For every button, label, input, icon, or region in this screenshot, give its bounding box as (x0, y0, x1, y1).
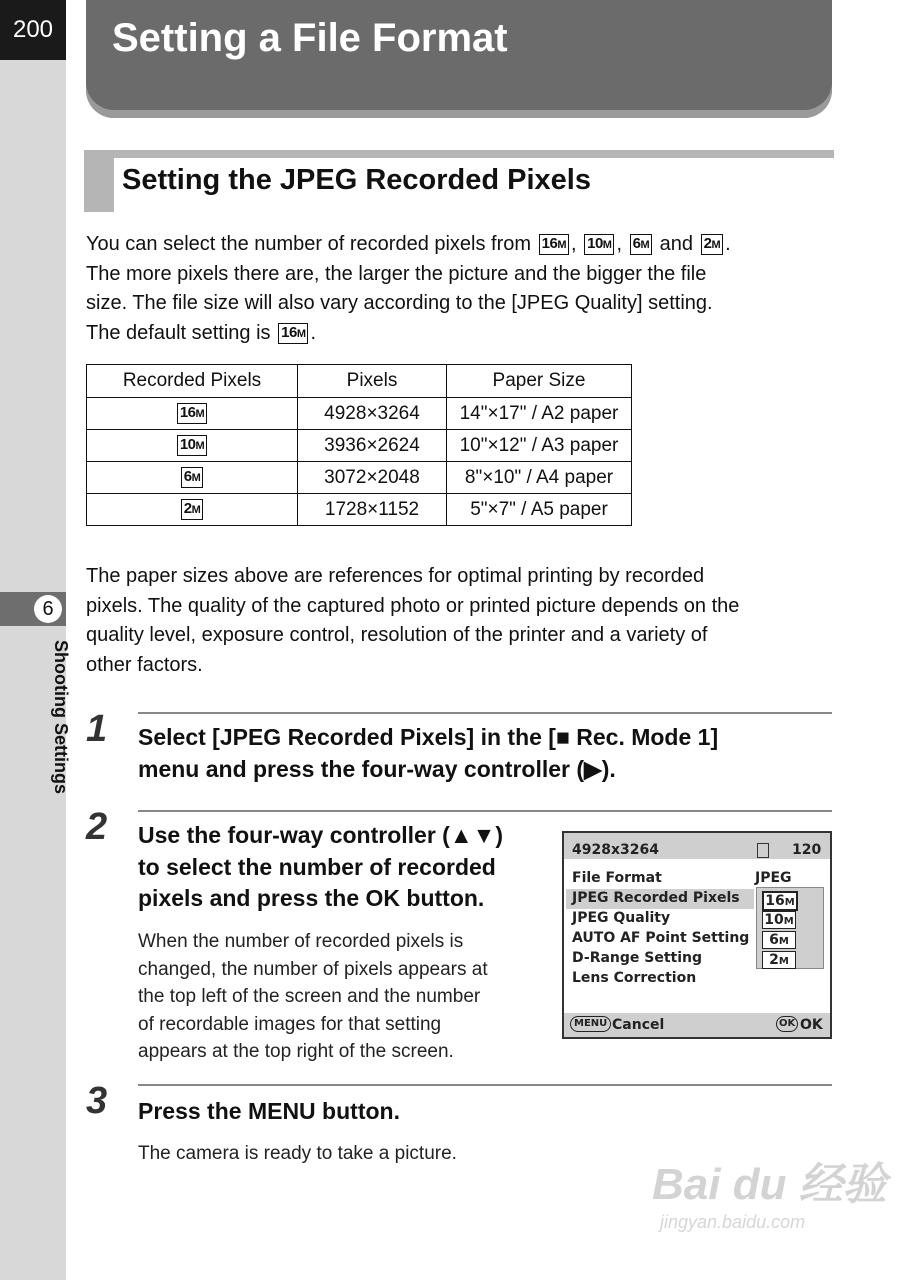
table-cell: 14"×17" / A2 paper (447, 398, 632, 430)
table-cell: 3072×2048 (298, 462, 447, 494)
pixels-6m-icon: 6M (181, 467, 204, 488)
page-number: 200 (0, 0, 66, 60)
table-cell-icon (87, 430, 298, 462)
camera-menu-item[interactable]: AUTO AF Point Setting (572, 930, 750, 946)
pixels-10m-icon: 10M (584, 234, 614, 255)
camera-cancel-label[interactable]: Cancel (612, 1017, 665, 1033)
table-cell: 8"×10" / A4 paper (447, 462, 632, 494)
pixels-16m-icon: 16M (539, 234, 569, 255)
pixels-6m-icon: 6M (630, 234, 653, 255)
intro-text-2: The more pixels there are, the larger the picture and the bigger the file (86, 262, 707, 285)
camera-option-10m[interactable]: 10M (762, 911, 796, 929)
watermark-logo: Bai du 经验 (652, 1160, 887, 1209)
camera-menu-screen (562, 831, 832, 1039)
table-cell: 5"×7" / A5 paper (447, 494, 632, 526)
table-cell-icon (87, 462, 298, 494)
table-row (87, 430, 632, 462)
intro-paragraph: You can select the number of recorded pixels from 16M , 10M , 6M and 2M . The more pixels there are, the larger the picture and the bigger the file size. The file size will also vary according to the [JPEG Quality] setting. The default setting is 16M . (86, 233, 731, 344)
table-cell-icon (87, 494, 298, 526)
section-bar (84, 150, 834, 158)
table-cell: 10"×12" / A3 paper (447, 430, 632, 462)
sd-card-icon (757, 843, 769, 858)
menu-button-icon: MENU (570, 1016, 611, 1032)
table-header: Recorded Pixels (87, 365, 298, 398)
camera-menu-item[interactable]: JPEG Quality (572, 910, 671, 926)
pixels-table (86, 364, 632, 526)
step-divider (138, 1084, 832, 1086)
table-cell: 1728×1152 (298, 494, 447, 526)
note-paragraph: The paper sizes above are references for optimal printing by recorded pixels. The quality of the captured photo or printed picture depends on the quality level, exposure control, resolution of the printer and a variety of other factors. (86, 565, 740, 676)
camera-menu-item[interactable]: D-Range Setting (572, 950, 703, 966)
camera-pixels-readout: 4928x3264 (572, 842, 659, 858)
camera-remaining-count: 120 (792, 842, 822, 858)
step-heading: Use the four-way controller (▲▼) to select the number of recorded pixels and press the OK button. (138, 822, 504, 911)
camera-ok-label[interactable]: OK (800, 1017, 823, 1033)
pixels-10m-icon: 10M (177, 435, 207, 456)
camera-option-16m[interactable]: 16M (762, 891, 798, 911)
camera-bottom-bar (564, 1013, 830, 1037)
intro-text-1: You can select the number of recorded pixels from (86, 233, 532, 255)
step-body: When the number of recorded pixels is changed, the number of pixels appears at the top left of the screen and the number of recordable images for that setting appears at the top right of the screen. (138, 931, 488, 1063)
table-header: Pixels (298, 365, 447, 398)
step-number: 2 (86, 806, 108, 848)
pixels-16m-icon: 16M (177, 403, 207, 424)
step-number: 1 (86, 708, 108, 750)
intro-text-3: size. The file size will also vary according to the [JPEG Quality] setting. (86, 292, 713, 314)
section-bar-accent (84, 150, 114, 212)
step-heading: Select [JPEG Recorded Pixels] in the [■ Rec. Mode 1] menu and press the four-way controller (▶). (138, 724, 719, 782)
camera-menu-value: JPEG (755, 870, 792, 886)
camera-option-6m[interactable]: 6M (762, 931, 796, 949)
camera-menu-item[interactable]: File Format (572, 870, 662, 886)
table-row (87, 494, 632, 526)
table-cell: 3936×2624 (298, 430, 447, 462)
table-row (87, 398, 632, 430)
step-divider (138, 810, 832, 812)
watermark-url: jingyan.baidu.com (660, 1212, 806, 1232)
step-divider (138, 712, 832, 714)
step-heading: Press the MENU button. (138, 1098, 400, 1124)
step-body: The camera is ready to take a picture. (138, 1143, 457, 1164)
section-title: Setting the JPEG Recorded Pixels (122, 164, 591, 196)
table-cell: 4928×3264 (298, 398, 447, 430)
pixels-2m-icon: 2M (701, 234, 724, 255)
camera-pixels-popup (756, 887, 824, 969)
chapter-label: Shooting Settings (51, 640, 71, 794)
table-row (87, 462, 632, 494)
camera-option-2m[interactable]: 2M (762, 951, 796, 969)
camera-menu-item[interactable]: Lens Correction (572, 970, 697, 986)
pixels-2m-icon: 2M (181, 499, 204, 520)
ok-button-icon: OK (776, 1016, 798, 1032)
page-title: Setting a File Format (112, 16, 508, 60)
camera-menu-item-selected[interactable]: JPEG Recorded Pixels (572, 890, 740, 906)
table-header-row (87, 365, 632, 398)
intro-text-4: The default setting is (86, 321, 271, 344)
default-16m-icon: 16M (278, 323, 308, 344)
table-cell-icon (87, 398, 298, 430)
chapter-number: 6 (34, 595, 62, 623)
table-header: Paper Size (447, 365, 632, 398)
step-number: 3 (86, 1080, 108, 1122)
